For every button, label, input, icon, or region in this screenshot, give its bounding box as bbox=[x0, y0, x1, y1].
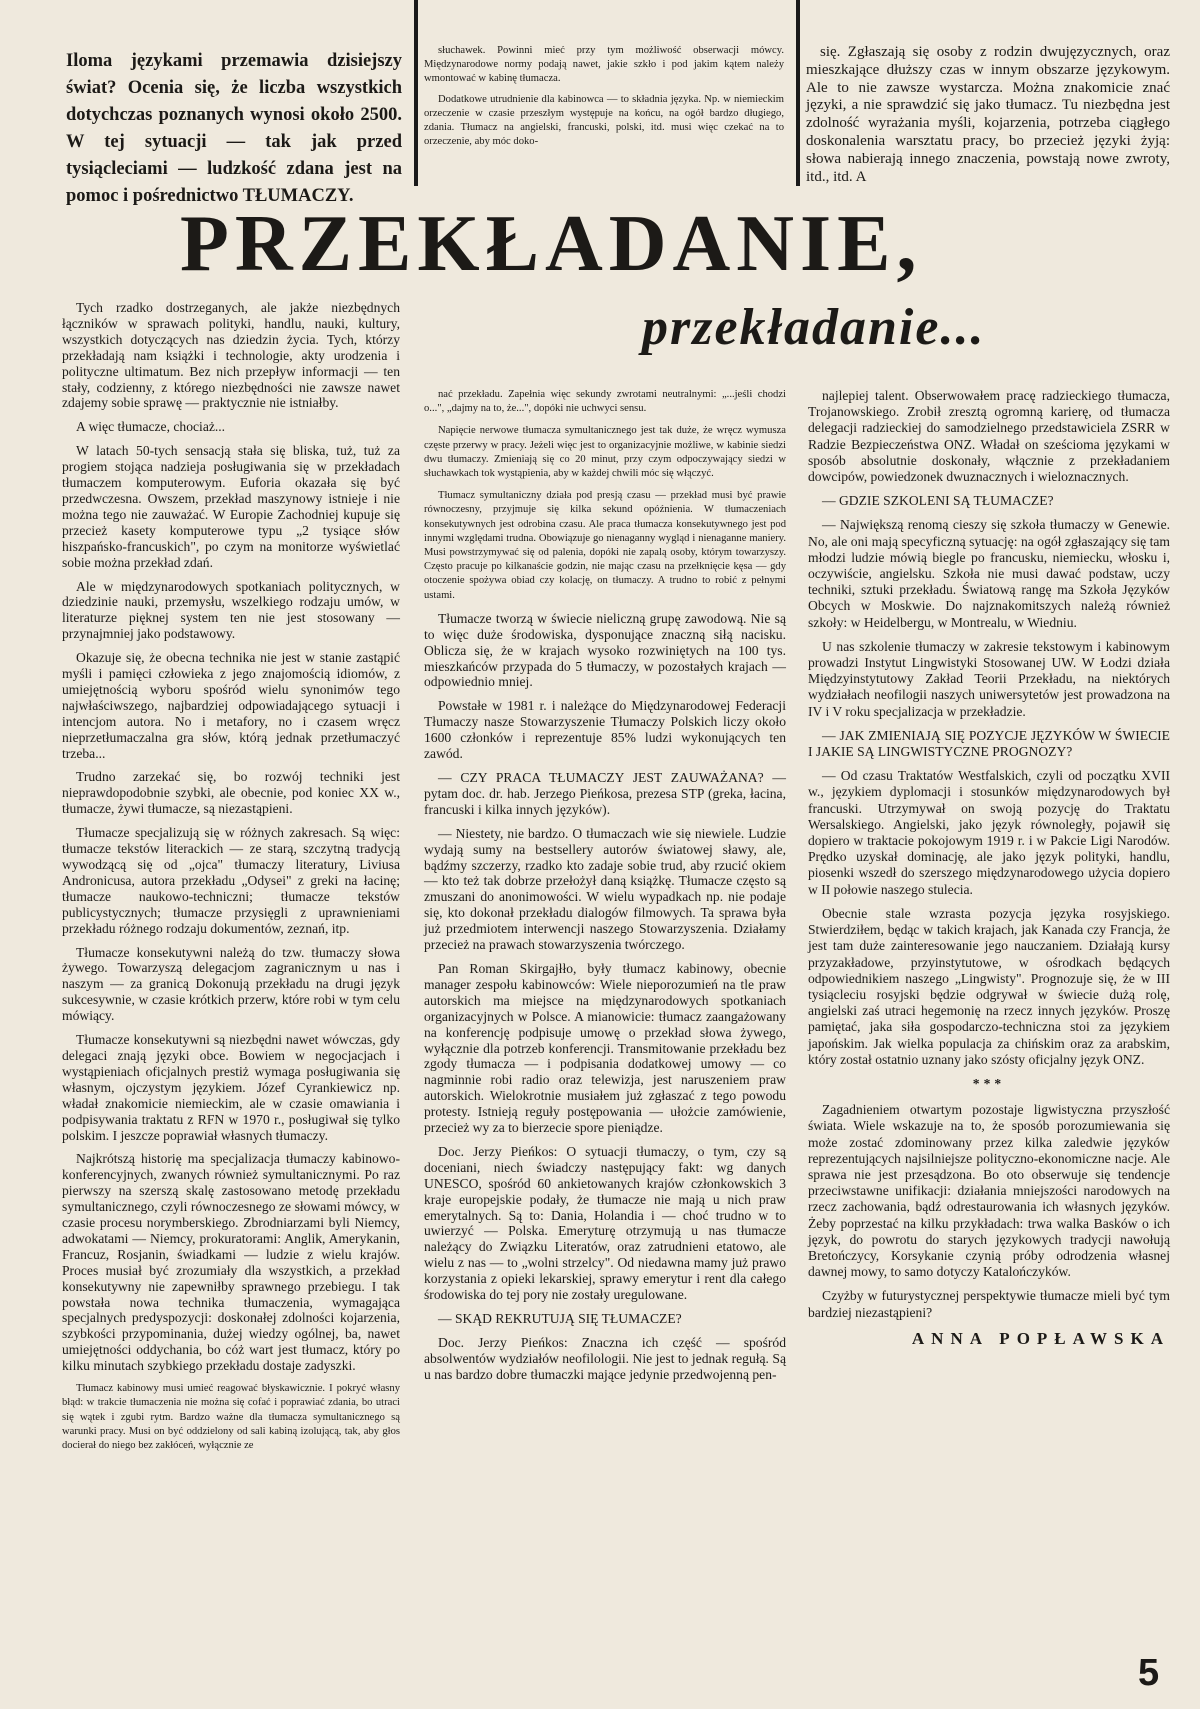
lead-paragraph bbox=[66, 48, 402, 210]
column-rule-right bbox=[796, 0, 800, 186]
paragraph: U nas szkolenie tłumaczy w zakresie tekstowym i kabinowym prowadzi Instytut Lingwistyki Stosowanej UW. W Łodzi działa Międzyinstytutowy Zakład Teorii Przekładu, na niektórych wydziałach neofilogii naszych uniwersytetów jest prowadzona na IV i V roku specjalizacja w przekładzie. bbox=[808, 638, 1170, 719]
paragraph: W latach 50-tych sensacją stała się bliska, tuż, tuż za progiem stojąca nadzieja posługiwania się w przekładach tłumaczem komputerowym. Euforia okazała się być przedwczesna. Owszem, przekład maszynowy istnieje i nie można tego nie zauważać. W Europie Zachodniej kupuje się przecież kasety komputerowe typu „2 tysiące słów hiszpańsko-francuskich", po czym na monitorze wyświetlać sobie można przekład zdań. bbox=[62, 443, 400, 570]
page-number: 5 bbox=[1138, 1652, 1160, 1694]
paragraph: się. Zgłaszają się osoby z rodzin dwujęzycznych, oraz mieszkające dłuższy czas w innym obszarze językowym. Ale to nie zawsze wystarcza. Można znakomicie znać języki, a nie sprawdzić się jako tłumacz. Tu niezbędna jest zdolność wyrażania myśli, kojarzenia, potrzeba ciągłego doskonalenia warsztatu pracy, bo przecież języki żyją: słowa nabierają innego znaczenia, powstają nowe zwroty, itd., itd. A bbox=[806, 44, 1170, 185]
headline-subtitle: przekładanie... bbox=[642, 299, 986, 356]
paragraph: Obecnie stale wzrasta pozycja języka rosyjskiego. Stwierdziłem, będąc w takich krajach, jak Kanada czy Francja, że jest tam duże zainteresowanie jego nauczaniem. Działają kursy przyzakładowe, przyinstytutowe, w ośrodkach będących odpowiednikiem naszego „Lingwisty". Prognozuje się, że w III tysiącleciu rosyjski będzie odgrywał w świecie dużą rolę, angielski zaś utraci hegemonię na rzecz innych języków. Proszę pamiętać, jaka siła gospodarczo-techniczna stoi za językiem japońskim. Jak wielka populacja za chińskim oraz za arabskim, który został ostatnio uznany jako szósty oficjalny język ONZ. bbox=[808, 905, 1170, 1067]
column-rule-left bbox=[414, 0, 418, 186]
question-heading: — GDZIE SZKOLENI SĄ TŁUMACZE? bbox=[822, 493, 1054, 509]
paragraph: Czyżby w futurystycznej perspektywie tłumacze mieli być tym bardziej niezastąpieni? bbox=[808, 1288, 1170, 1320]
paragraph: najlepiej talent. Obserwowałem pracę radzieckiego tłumacza, Trojanowskiego. Zrobił zresztą ogromną karierę, od tłumacza delegacji radzieckiej do samodzielnego przedstawiciela ZSRR w Radzie Bezpieczeństwa ONZ. Władał on sześcioma językami w sposób absolutnie doskonały, włącznie z przekładaniem dowcipów, powiedzonek dwuznacznych i wieloznacznych. bbox=[808, 388, 1170, 485]
lead-text: Iloma językami przemawia dzisiejszy świat? Ocenia się, że liczba wszystkich dotychczas poznanych wynosi około 2500. W tej sytuacji — tak jak przed tysiącleciami — ludzkość zdana jest na pomoc i pośrednictwo TŁUMACZY. bbox=[66, 51, 402, 206]
headline-title: PRZEKŁADANIE, bbox=[180, 200, 923, 288]
paragraph: Trudno zarzekać się, bo rozwój techniki jest nieprawdopodobnie szybki, ale obecnie, pod koniec XX w., tłumacze, żywi tłumacze, są niezastąpieni. bbox=[62, 769, 400, 817]
paragraph: Tłumacz symultaniczny działa pod presją czasu — przekład musi być prawie równoczesny, przyjmuje się kilka sekund opóźnienia. W tłumaczeniach konsekutywnych jest odrobina czasu. Ale praca tłumacza konsekutywnego jest pod innymi względami trudna. Obowiązuje go nienaganny wygląd i nienaganne maniery. Musi powstrzymywać się od palenia, dopóki nie zapalą osoby, którym towarzyszy. Często pracuje po kilkanaście godzin, nie mając czasu na przełknięcie kęsa — gdy otoczenie spożywa obiad czy kolację, on tłumaczy. A trudno to robić z pełnymi ustami. bbox=[424, 490, 786, 601]
article-column-2 bbox=[424, 388, 786, 1391]
paragraph: Dodatkowe utrudnienie dla kabinowca — to składnia języka. Np. w niemieckim orzeczenie w czasie przeszłym występuje na końcu, na ogół bardzo długiego, zdania. Tłumacz na angielski, francuski, polski, itd. musi więc czekać na to orzeczenie, aby móc doko- bbox=[424, 93, 784, 148]
paragraph: słuchawek. Powinni mieć przy tym możliwość obserwacji mówcy. Międzynarodowe normy podają nawet, jakie szkło i pod jakim kątem należy wmontować w kabinę tłumacza. bbox=[424, 45, 784, 85]
top-column-2 bbox=[424, 44, 784, 155]
top-column-3 bbox=[806, 44, 1170, 192]
paragraph: nać przekładu. Zapełnia więc sekundy zwrotami neutralnymi: „...jeśli chodzi o...", „dajmy na to, że...", dopóki nie uchwyci sensu. bbox=[424, 389, 786, 415]
article-column-1 bbox=[62, 300, 400, 1461]
paragraph: — Od czasu Traktatów Westfalskich, czyli od początku XVII w., językiem dyplomacji i stosunków międzynarodowych był francuski. Utrzymywał on swoją pozycję do Traktatu Wersalskiego. Angielski, jako język równoległy, pojawił się dopiero w traktacie pokojowym 1919 r. i w Pakcie Ligi Narodów. Prędko uzyskał dominację, ale jako język polityki, handlu, piosenki wszedł do szerszego międzynarodowego użycia dopiero w II połowie naszego stulecia. bbox=[808, 768, 1170, 897]
question-heading: — CZY PRACA TŁUMACZY JEST ZAUWAŻANA? — pytam doc. dr. hab. Jerzego Pieńkosa, prezesa STP (greka, łacina, francuski i kilka innych języków). bbox=[424, 770, 786, 817]
paragraph: Doc. Jerzy Pieńkos: O sytuacji tłumaczy, o tym, czy są doceniani, niech świadczy następujący fakt: wg danych UNESCO, spośród 60 ankietowanych krajów członkowskich 3 kraje europejskie podały, że tłumacze nie mają u nich praw emerytalnych. Są to: Dania, Holandia i — choć trudno w to uwierzyć — Polska. Emeryturę otrzymują u nas tłumacze należący do Związku Literatów, oraz zatrudnieni etatowo, ale wielu z nas — to „wolni strzelcy". Od niedawna mamy już prawo korzystania z opieki lekarskiej, sprawy emerytur i rent dla całego środowiska do tej pory nie zostały uregulowane. bbox=[424, 1143, 786, 1303]
paragraph: Tłumacze konsekutywni są niezbędni nawet wówczas, gdy delegaci znają języki obce. Bowiem w negocjacjach i wystąpieniach oficjalnych prestiż wymaga posługiwania się własnym, ojczystym językiem. Józef Cyrankiewicz np. władał znakomicie niemieckim, ale w czasie omawiania i podpisywania traktatu z RFN w 1970 r., posługiwał się tylko polskim. I jeszcze poprawiał własnych tłumaczy. bbox=[62, 1032, 400, 1143]
paragraph: Doc. Jerzy Pieńkos: Znaczna ich część — spośród absolwentów wydziałów neofilologii. Nie jest to jednak regułą. Są u nas bardzo dobre tłumaczki mające jedynie przedwojenną pen- bbox=[424, 1334, 786, 1382]
paragraph: Okazuje się, że obecna technika nie jest w stanie zastąpić myśli i pamięci człowieka z jego znajomością idiomów, z umiejętnością wyboru spośród wielu synonimów tego najwłaściwszego, najbardziej odpowiadającego sytuacji i intencjom autora. No i metafory, no i czasem wręcz nieprzetłumaczalna gra słów, którą jednak przetłumaczyć trzeba... bbox=[62, 650, 400, 761]
paragraph: Tłumacz kabinowy musi umieć reagować błyskawicznie. I pokryć własny błąd: w trakcie tłumaczenia nie można się cofać i poprawiać zdania, bo utraci się wątek i zgubi rytm. Bardzo ważne dla tłumacza symultanicznego są warunki pracy. Musi on być oddzielony od sali kabiną izolującą, tak, aby głos docierał do niego bez zakłóceń, wyłącznie ze bbox=[62, 1383, 400, 1451]
paragraph: Najkrótszą historię ma specjalizacja tłumaczy kabinowo-konferencyjnych, zwanych również symultanicznymi. Po raz pierwszy na szerszą skalę zastosowano metodę przekładu symultanicznego, czyli równoczesnego ze słowami mówcy, w czasie procesu norymberskiego. Zbrodniarzami byli Niemcy, adwokatami — Niemcy, prokuratorami: Anglik, Amerykanin, Francuz, Rosjanin, świadkami — ludzie z wielu krajów. Proces musiał być zrozumiały dla wszystkich, a przekład konsekutywny nie zapewniłby sprawnego przebiegu. I tak powstała nowa technika tłumaczenia, wymagająca specjalnych predyspozycji: doskonałej zdolności kojarzenia, szybkości przypominania, dużej wiedzy ogólnej, ba, nawet umiejętności oddychania, bo cóż wart jest tłumacz, który po kilku minutach szybkiego przekładu dostaje zadyszki. bbox=[62, 1151, 400, 1374]
paragraph: Powstałe w 1981 r. i należące do Międzynarodowej Federacji Tłumaczy nasze Stowarzyszenie Tłumaczy Polskich liczy około 1600 członków i reprezentuje 85% ludzi wykonujących ten zawód. bbox=[424, 698, 786, 762]
paragraph: A więc tłumacze, chociaż... bbox=[76, 419, 226, 435]
section-separator: *** bbox=[972, 1075, 1006, 1091]
paragraph: Tłumacze tworzą w świecie nieliczną grupę zawodową. Nie są to więc duże środowiska, dysponujące znaczną siłą nacisku. Oblicza się, że w krajach wysoko rozwiniętych na 100 tys. mieszkańców przypada do 5 tłumaczy, w pozostałych krajach — odpowiednio mniej. bbox=[424, 610, 786, 690]
question-heading: — JAK ZMIENIAJĄ SIĘ POZYCJE JĘZYKÓW W ŚWIECIE I JAKIE SĄ LINGWISTYCZNE PROGNOZY? bbox=[808, 727, 1170, 760]
paragraph: Pan Roman Skirgajłło, były tłumacz kabinowy, obecnie manager zespołu kabinowców: Wiele nieporozumień na tle praw autorskich ma miejsce na międzynarodowych spotkaniach organizacyjnych w Polsce. A mianowicie: tłumacz zaangażowany na konferencję podpisuje umowę o przekład słowa żywego, wyłącznie dla potrzeb konferencji. Transmitowanie przekładu bez zgody tłumacza — i podpisania dodatkowej umowy — co nagminnie robi radio oraz telewizja, jest naruszeniem praw autorskich. Wielokrotnie musiałem już zgłaszać z tego powodu protesty. Istnieją reguły postępowania — ułożcie zamówienie, przecież wy za to bierzecie spore pieniądze. bbox=[424, 960, 786, 1136]
paragraph: Tych rzadko dostrzeganych, ale jakże niezbędnych łączników w sprawach polityki, handlu, nauki, kultury, wszystkich dotyczących nas dziedzin życia. Tych, którzy przekładają nam książki i technologie, akty urodzenia i polityczne ultimatum. Bez nich przepływ informacji — ten stały, codzienny, z którego niezbędności nie zawsze nawet zdajemy sobie sprawę — praktycznie nie istniałby. bbox=[62, 300, 400, 411]
paragraph: Tłumacze specjalizują się w różnych zakresach. Są więc: tłumacze tekstów literackich — ze starą, szczytną tradycją wywodzącą się od „ojca" tłumaczy literatury, Liviusa Andronicusa, autora przekładu „Odysei" z greki na łacinę; tłumacze naukowo-techniczni; tłumacze tekstów publicystycznych; tłumacze przysięgli z uprawnieniami przekładu różnego rodzaju dokumentów, zeznań, itp. bbox=[62, 825, 400, 936]
article-column-3 bbox=[808, 388, 1170, 1347]
paragraph: Napięcie nerwowe tłumacza symultanicznego jest tak duże, że wręcz wymusza częste przerwy w pracy. Jeżeli więc jest to organizacyjnie możliwe, w kabinie siedzi dwu tłumaczy. Zmieniają się co 20 minut, przy czym odpoczywający siedzi w słuchawkach tok wystąpienia, aby w każdej chwili móc się włączyć. bbox=[424, 425, 786, 480]
paragraph: — Największą renomą cieszy się szkoła tłumaczy w Genewie. No, ale oni mają specyficzną sytuację: na ogół zgłaszający się tam młodzi ludzie mówią biegle po francusku, niemiecku, włosku i, oczywiście, angielsku. Szkoła nie musi dawać podstaw, uczy techniki, sztuki przekładu. Światową rangę ma Szkoła Języków Obcych w Moskwie. Do najznakomitszych należą również szkoły: w Heidelbergu, w Montrealu, w Wiedniu. bbox=[808, 517, 1170, 630]
paragraph: Ale w międzynarodowych spotkaniach politycznych, w dziedzinie nauki, przemysłu, wszelkiego rodzaju umów, w literaturze pięknej system ten nie jest stosowany — przynajmniej jako podstawowy. bbox=[62, 578, 400, 642]
question-heading: — SKĄD REKRUTUJĄ SIĘ TŁUMACZE? bbox=[438, 1311, 682, 1326]
paragraph: Tłumacze konsekutywni należą do tzw. tłumaczy słowa żywego. Towarzyszą delegacjom zagranicznym u nas i naszym — za granicą Dokonują przekładu na drugi język sukcesywnie, w czasie krótkich przerw, które robi w tym celu mówiący. bbox=[62, 944, 400, 1024]
author-byline: ANNA POPŁAWSKA bbox=[911, 1328, 1170, 1348]
paragraph: — Niestety, nie bardzo. O tłumaczach wie się niewiele. Ludzie wydają sumy na bestsellery autorów światowej sławy, ale, bądźmy szczerzy, rzadko kto zadaje sobie trud, aby rzucić okiem — kto też tak dobrze przełożył daną książkę. Tłumacze często są zmuszani do anonimowości. W wielu wypadkach np. nie podaje się, kto dokonał przekładu dialogów filmowych. Ta sprawa była już przedmiotem interwencji naszego Stowarzyszenia. Działamy przecież na prawach stowarzyszenia twórczego. bbox=[424, 825, 786, 953]
paragraph: Zagadnieniem otwartym pozostaje ligwistyczna przyszłość świata. Wiele wskazuje na to, że sposób porozumiewania się może zostać zdominowany przez kilka zaledwie języków reprezentujących najsilniejsze polityczno-ekonomiczne nacje. Ale sprawa nie jest przesądzona. Bo oto obserwuje się tendencje przeciwstawne unifikacji: działania mniejszości narodowych na rzecz zachowania, bądź odrestaurowania ich własnych języków. Żeby poprzestać na kilku przykładach: trwa walka Basków o ich język, do powrotu do starych językowych tradycji nawołują Bretończycy, Korsykanie czynią próby odrodzenia własnej dawnej mowy, to samo dotyczy Katalończyków. bbox=[808, 1102, 1170, 1280]
